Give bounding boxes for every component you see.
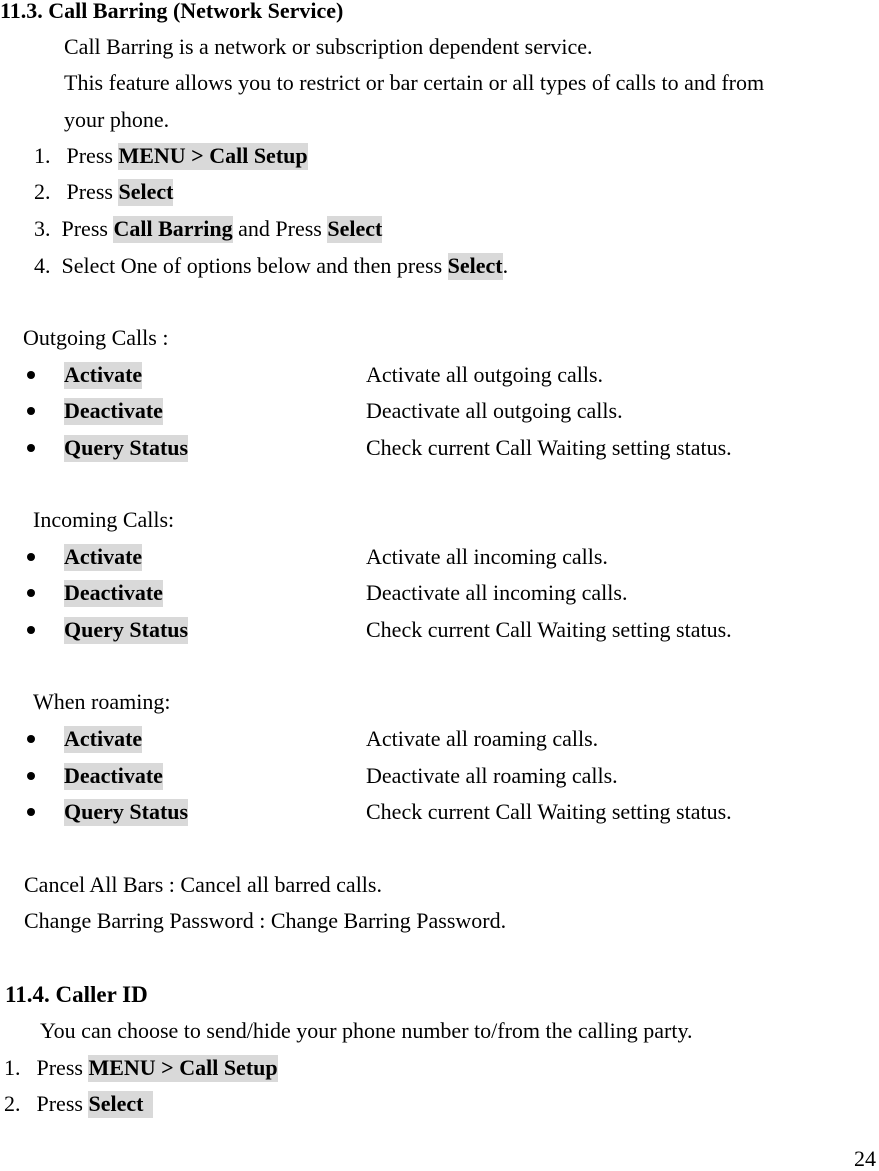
caller-id-intro: You can choose to send/hide your phone number to/from the calling party. (40, 1018, 693, 1043)
change-password-text: Change Barring Password : Change Barring Password. (24, 908, 507, 933)
cancel-all-bars-text: Cancel All Bars : Cancel all barred calls. (24, 872, 382, 897)
select-highlight: Select (447, 253, 503, 278)
section-title-caller-id: 11.4. Caller ID (5, 982, 148, 1007)
option-desc: Activate all outgoing calls. (366, 362, 604, 387)
step-text: Select One of options below and then press (61, 253, 443, 278)
step-text: Press (36, 1091, 83, 1116)
option-label: Activate (64, 362, 143, 387)
select-highlight: Select (327, 216, 383, 241)
option-label: Query Status (64, 617, 189, 642)
step-4 (34, 255, 508, 277)
bullet-icon (27, 553, 35, 561)
step-text: Press (36, 1055, 83, 1080)
step-number: 3. (34, 216, 51, 241)
step-number: 1. (4, 1055, 21, 1080)
bullet-icon (27, 808, 35, 816)
bullet-icon (27, 371, 35, 379)
bullet-icon (27, 772, 35, 780)
option-desc: Deactivate all roaming calls. (366, 763, 618, 788)
option-label: Query Status (64, 435, 189, 460)
menu-path-highlight: MENU > Call Setup (118, 143, 308, 168)
option-desc: Deactivate all incoming calls. (366, 580, 628, 605)
option-desc: Check current Call Waiting setting status. (366, 799, 732, 824)
step-number: 2. (34, 179, 51, 204)
step-text: Press (61, 216, 108, 241)
step-number: 4. (34, 253, 51, 278)
option-desc: Activate all roaming calls. (366, 726, 599, 751)
group-heading-outgoing: Outgoing Calls : (23, 325, 169, 350)
option-label: Deactivate (64, 398, 163, 423)
step-number: 2. (4, 1091, 21, 1116)
step-2 (34, 181, 173, 203)
option-desc: Activate all incoming calls. (366, 544, 608, 569)
step-text-middle: and Press (238, 216, 322, 241)
option-label: Deactivate (64, 580, 163, 605)
step-text: Press (66, 179, 113, 204)
option-desc: Deactivate all outgoing calls. (366, 398, 623, 423)
bullet-icon (27, 444, 35, 452)
option-label: Activate (64, 544, 143, 569)
step-3 (34, 218, 382, 240)
bullet-icon (27, 589, 35, 597)
option-label: Deactivate (64, 763, 163, 788)
step-1 (34, 145, 308, 167)
bullet-icon (27, 735, 35, 743)
page-number: 24 (854, 1146, 876, 1171)
group-heading-roaming: When roaming: (33, 689, 171, 714)
caller-id-step-2 (4, 1093, 153, 1115)
intro-line-1: Call Barring is a network or subscription dependent service. (64, 34, 593, 59)
group-heading-incoming: Incoming Calls: (33, 507, 175, 532)
caller-id-step-1 (4, 1057, 278, 1079)
option-desc: Check current Call Waiting setting status. (366, 617, 732, 642)
step-suffix: . (502, 253, 509, 278)
intro-line-2b: your phone. (64, 107, 170, 132)
step-text: Press (66, 143, 113, 168)
bullet-icon (27, 407, 35, 415)
bullet-icon (27, 626, 35, 634)
select-highlight: Select (118, 179, 174, 204)
option-desc: Check current Call Waiting setting status. (366, 435, 732, 460)
section-title-call-barring: 11.3. Call Barring (Network Service) (0, 0, 344, 23)
step-number: 1. (34, 143, 51, 168)
intro-line-2a: This feature allows you to restrict or bar certain or all types of calls to and from (64, 70, 765, 95)
select-highlight: Select (88, 1091, 153, 1118)
option-label: Activate (64, 726, 143, 751)
menu-path-highlight: MENU > Call Setup (88, 1055, 278, 1080)
call-barring-highlight: Call Barring (113, 216, 233, 241)
option-label: Query Status (64, 799, 189, 824)
